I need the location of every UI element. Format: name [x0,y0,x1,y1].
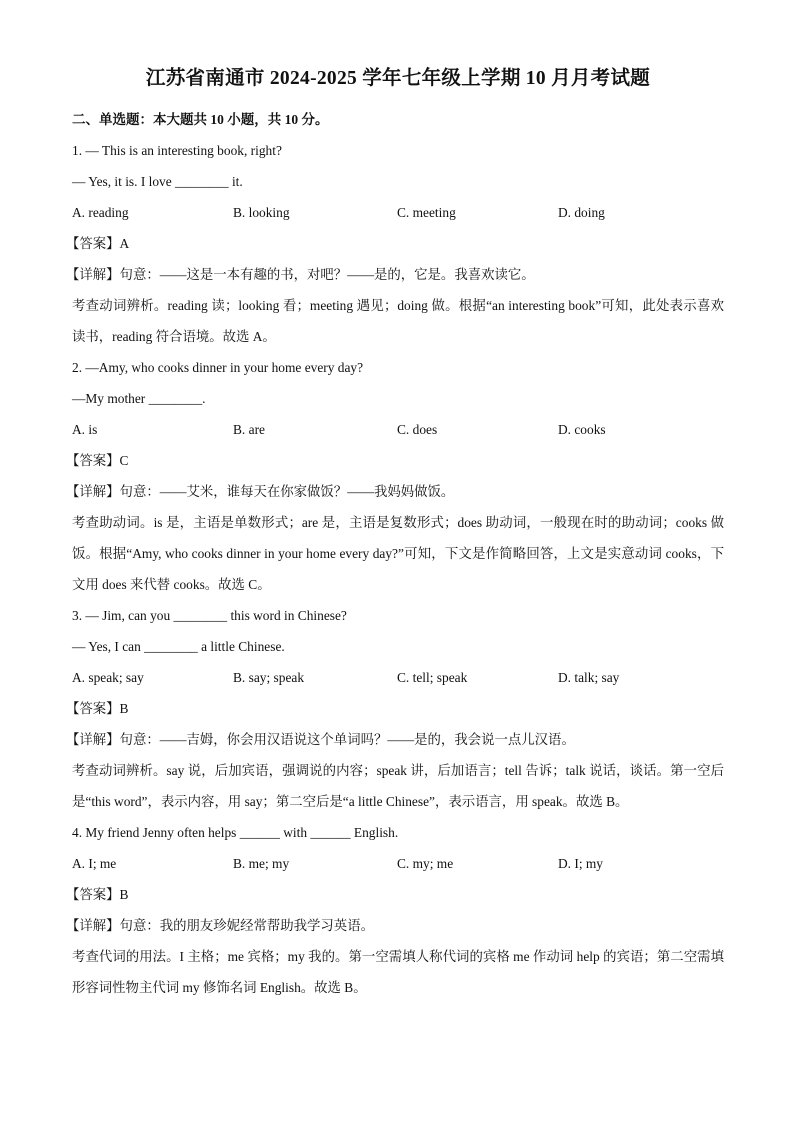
detail-line: 【详解】句意：——吉姆，你会用汉语说这个单词吗？——是的，我会说一点儿汉语。 [66,732,575,747]
page-title: 江苏省南通市 2024-2025 学年七年级上学期 10 月月考试题 [145,68,651,89]
options-row [72,197,724,228]
question-stem: —My mother ________. [72,391,206,406]
option-c: C. tell; speak [397,670,468,685]
option-c: C. my; me [397,856,454,871]
analysis-paragraph: 考查代词的用法。I 主格；me 宾格；my 我的。第一空需填人称代词的宾格 me 作动词 help 的宾语；第二空需填形容词性物主代词 my 修饰名词 English。故选 B。 [72,949,724,995]
option-d: D. talk; say [558,670,620,685]
analysis-paragraph: 考查动词辨析。reading 读；looking 看；meeting 遇见；doing 做。根据“an interesting book”可知，此处表示喜欢读书，reading 符合语境。故选 A。 [72,298,724,344]
options-row [72,662,724,693]
option-d: D. cooks [558,422,606,437]
option-b: B. looking [233,205,290,220]
answer-line: 【答案】C [66,453,129,468]
option-c: C. meeting [397,205,456,220]
question-4 [66,817,724,1003]
option-b: B. say; speak [233,670,305,685]
question-stem: 2. —Amy, who cooks dinner in your home every day? [72,360,364,375]
detail-line: 【详解】句意：——艾米，谁每天在你家做饭？——我妈妈做饭。 [66,484,455,499]
option-b: B. me; my [233,856,290,871]
option-a: A. is [72,422,98,437]
section-heading: 二、单选题：本大题共 10 小题，共 10 分。 [72,112,329,127]
analysis-paragraph: 考查动词辨析。say 说，后加宾语，强调说的内容；speak 讲，后加语言；tell 告诉；talk 说话，谈话。第一空后是“this word”，表示内容，用 say；第二空后是“a little Chinese”，表示语言，用 speak。故选 B。 [72,763,724,809]
answer-line: 【答案】B [66,887,129,902]
option-d: D. doing [558,205,605,220]
question-stem: 1. — This is an interesting book, right? [72,143,282,158]
question-1 [66,135,724,352]
option-a: A. reading [72,205,129,220]
question-stem: 3. — Jim, can you ________ this word in Chinese? [72,608,347,623]
answer-line: 【答案】B [66,701,129,716]
question-stem: — Yes, it is. I love ________ it. [72,174,243,189]
detail-line: 【详解】句意：我的朋友珍妮经常帮助我学习英语。 [66,918,374,933]
question-stem: — Yes, I can ________ a little Chinese. [72,639,285,654]
analysis-paragraph: 考查助动词。is 是，主语是单数形式；are 是，主语是复数形式；does 助动词，一般现在时的助动词；cooks 做饭。根据“Amy, who cooks dinner in your home every day?”可知，下文是作简略回答，上文是实意动词 cooks，下文用 does 来代替 cooks。故选 C。 [72,515,724,592]
options-row [72,414,724,445]
question-3 [66,600,724,817]
options-row [72,848,724,879]
option-a: A. I; me [72,856,117,871]
question-2 [66,352,724,600]
answer-line: 【答案】A [66,236,130,251]
detail-line: 【详解】句意：——这是一本有趣的书，对吧？——是的，它是。我喜欢读它。 [66,267,535,282]
option-b: B. are [233,422,265,437]
question-stem: 4. My friend Jenny often helps ______ with ______ English. [72,825,399,840]
option-c: C. does [397,422,438,437]
option-a: A. speak; say [72,670,144,685]
option-d: D. I; my [558,856,604,871]
